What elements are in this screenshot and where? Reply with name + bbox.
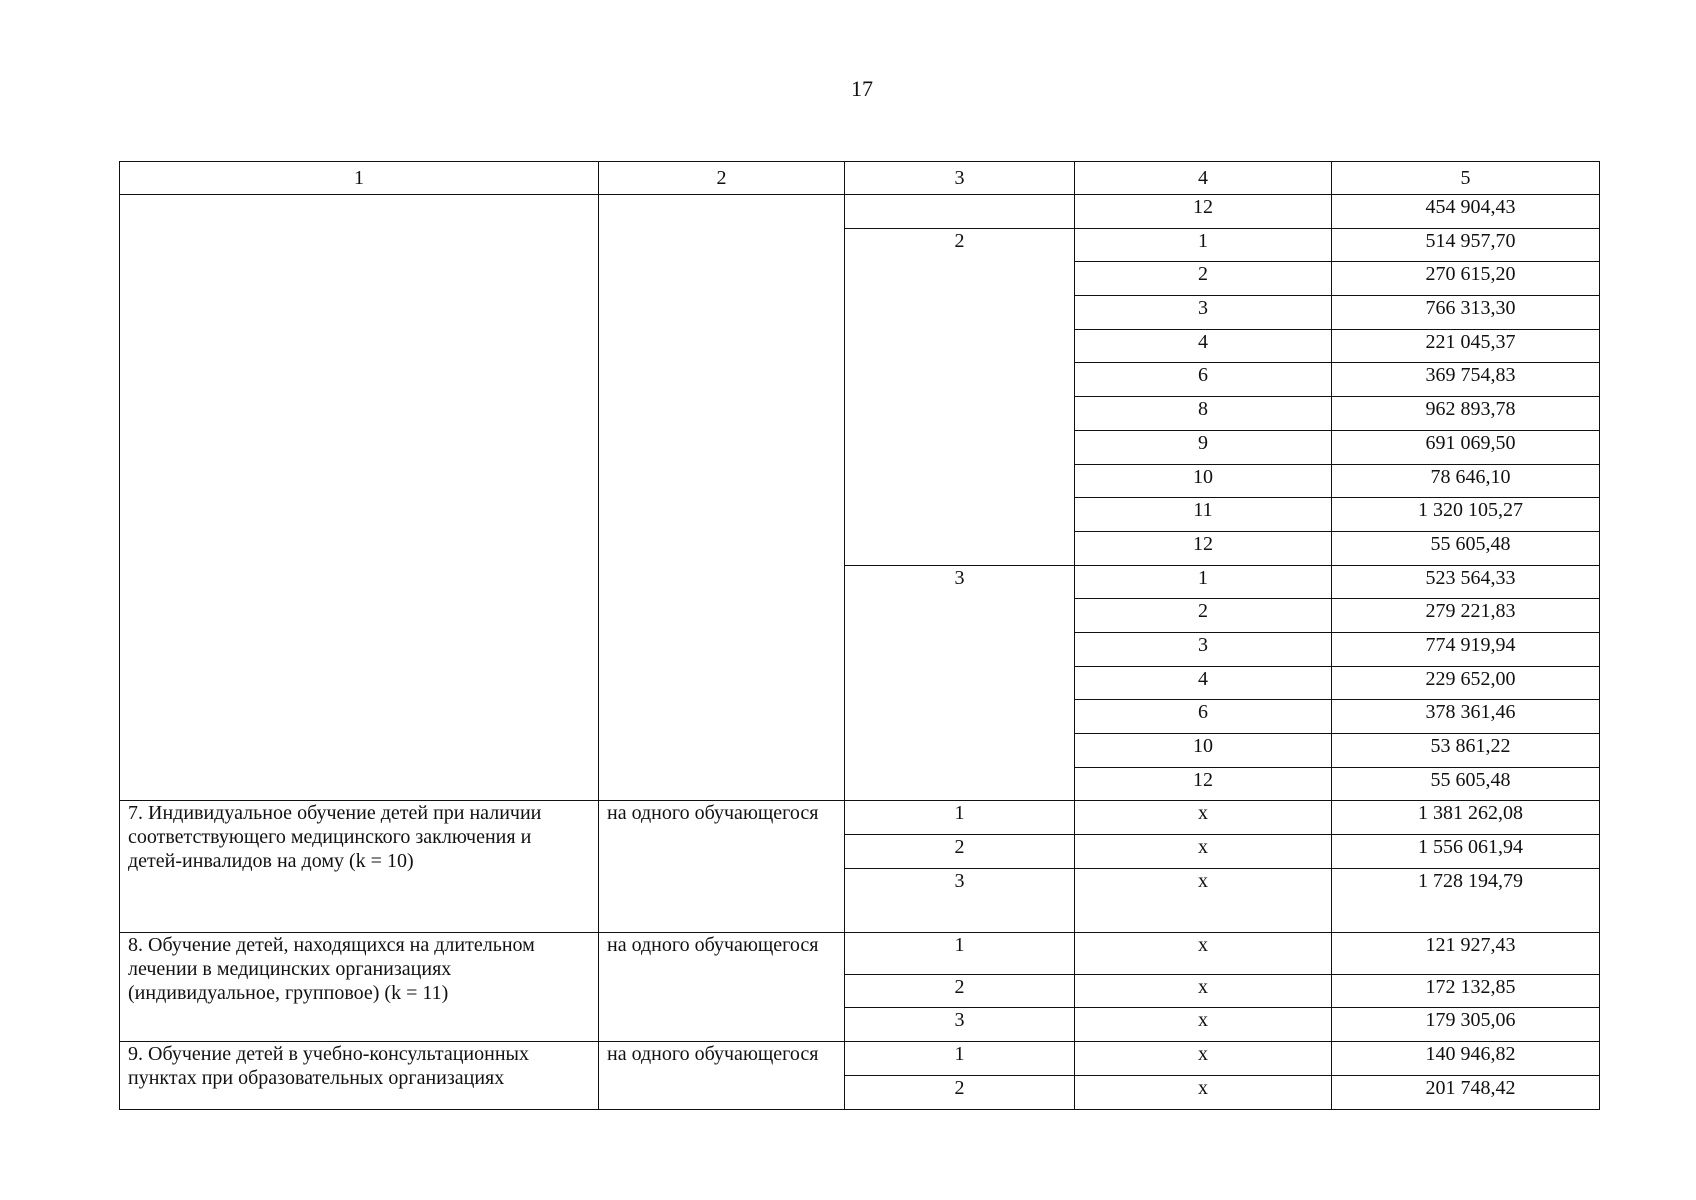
- cell-col4: х: [1075, 868, 1332, 932]
- cell-col5: 221 045,37: [1332, 329, 1600, 363]
- cell-col5: 279 221,83: [1332, 599, 1600, 633]
- cell-col5: 1 320 105,27: [1332, 498, 1600, 532]
- header-col-2: 2: [599, 162, 845, 195]
- cell-col5: 691 069,50: [1332, 430, 1600, 464]
- cell-col4: 12: [1075, 767, 1332, 801]
- cell-col4: 9: [1075, 430, 1332, 464]
- table-row: [120, 801, 1600, 835]
- cell-col4: 6: [1075, 363, 1332, 397]
- cell-col5: 229 652,00: [1332, 666, 1600, 700]
- cell-col4: 10: [1075, 734, 1332, 768]
- header-col-1: 1: [120, 162, 599, 195]
- section-8-title: 8. Обучение детей, находящихся на длительном лечении в медицинских организациях (индивидуальное, групповое) (k = 11): [120, 932, 599, 1041]
- table-row: [120, 932, 1600, 974]
- cell-col3: 1: [845, 801, 1075, 835]
- cell-col5: 766 313,30: [1332, 296, 1600, 330]
- cell-col4: 4: [1075, 666, 1332, 700]
- section-9-title: 9. Обучение детей в учебно-консультационных пунктах при образовательных организациях: [120, 1042, 599, 1109]
- cell-col5: 201 748,42: [1332, 1075, 1600, 1109]
- cell-col5: 514 957,70: [1332, 228, 1600, 262]
- cell-col5: 172 132,85: [1332, 974, 1600, 1008]
- group-col3: 3: [845, 565, 1075, 801]
- cell-col5: 523 564,33: [1332, 565, 1600, 599]
- cell-col5: 1 728 194,79: [1332, 868, 1600, 932]
- cell-col5: 454 904,43: [1332, 195, 1600, 229]
- cell-col4: х: [1075, 801, 1332, 835]
- cell-col3: 2: [845, 1075, 1075, 1109]
- cell-col4: х: [1075, 1008, 1332, 1042]
- cell-col4: 1: [1075, 565, 1332, 599]
- header-col-5: 5: [1332, 162, 1600, 195]
- cell-col5: 121 927,43: [1332, 932, 1600, 974]
- cell-col5: 378 361,46: [1332, 700, 1600, 734]
- section-7-unit: на одного обучающегося: [599, 801, 845, 932]
- section-8-unit: на одного обучающегося: [599, 932, 845, 1041]
- cell-col3: 2: [845, 974, 1075, 1008]
- cell-col4: 2: [1075, 599, 1332, 633]
- cell-col3: 2: [845, 835, 1075, 869]
- cell-col5: 369 754,83: [1332, 363, 1600, 397]
- cell-col4: 3: [1075, 632, 1332, 666]
- cell-col5: 774 919,94: [1332, 632, 1600, 666]
- cell-col4: х: [1075, 932, 1332, 974]
- cell-col5: 1 556 061,94: [1332, 835, 1600, 869]
- cell-col4: 12: [1075, 195, 1332, 229]
- cell-col4: 10: [1075, 464, 1332, 498]
- cell-col3: 3: [845, 868, 1075, 932]
- header-row: [120, 162, 1600, 195]
- cell-col4: 8: [1075, 397, 1332, 431]
- group-col3: 2: [845, 228, 1075, 565]
- cell-col4: 2: [1075, 262, 1332, 296]
- continuation-col3-empty: [845, 195, 1075, 229]
- cell-col3: 1: [845, 932, 1075, 974]
- section-9-unit: на одного обучающегося: [599, 1042, 845, 1109]
- cell-col5: 55 605,48: [1332, 531, 1600, 565]
- continuation-col1-empty: [120, 195, 599, 801]
- cell-col4: 12: [1075, 531, 1332, 565]
- cell-col4: х: [1075, 835, 1332, 869]
- cell-col5: 962 893,78: [1332, 397, 1600, 431]
- continuation-col2-empty: [599, 195, 845, 801]
- table-row: [120, 1042, 1600, 1076]
- cell-col5: 179 305,06: [1332, 1008, 1600, 1042]
- cell-col4: х: [1075, 1075, 1332, 1109]
- tariff-table: [119, 161, 1600, 1110]
- cell-col5: 55 605,48: [1332, 767, 1600, 801]
- cell-col4: 3: [1075, 296, 1332, 330]
- cell-col5: 270 615,20: [1332, 262, 1600, 296]
- cell-col4: 1: [1075, 228, 1332, 262]
- cell-col4: х: [1075, 974, 1332, 1008]
- cell-col4: х: [1075, 1042, 1332, 1076]
- cell-col5: 140 946,82: [1332, 1042, 1600, 1076]
- section-7-title: 7. Индивидуальное обучение детей при наличии соответствующего медицинского заключения и детей-инвалидов на дому (k = 10): [120, 801, 599, 932]
- cell-col4: 11: [1075, 498, 1332, 532]
- page-number: 17: [851, 76, 873, 101]
- cell-col4: 6: [1075, 700, 1332, 734]
- cell-col5: 78 646,10: [1332, 464, 1600, 498]
- table-row: [120, 195, 1600, 229]
- cell-col3: 3: [845, 1008, 1075, 1042]
- header-col-3: 3: [845, 162, 1075, 195]
- header-col-4: 4: [1075, 162, 1332, 195]
- cell-col4: 4: [1075, 329, 1332, 363]
- cell-col3: 1: [845, 1042, 1075, 1076]
- cell-col5: 1 381 262,08: [1332, 801, 1600, 835]
- cell-col5: 53 861,22: [1332, 734, 1600, 768]
